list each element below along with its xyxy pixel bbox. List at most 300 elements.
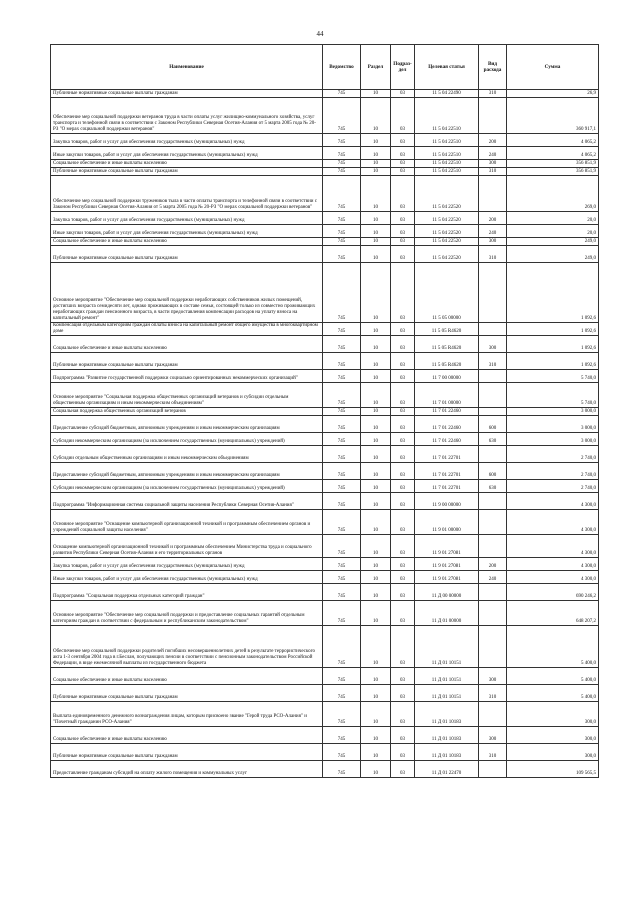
row-name: Публичные нормативные социальные выплаты гражданам: [51, 90, 323, 98]
row-summa: 300,0: [507, 744, 599, 761]
row-summa: 3 000,0: [507, 416, 599, 433]
row-summa: 356 851,9: [507, 160, 599, 168]
row-podrazdel: 03: [391, 558, 415, 571]
table-row: [51, 246, 599, 263]
row-vedomstvo: 745: [323, 626, 361, 668]
table-row: [51, 480, 599, 493]
row-summa: 2 740,0: [507, 446, 599, 463]
row-summa: 4 065,2: [507, 134, 599, 147]
row-vid: 240: [479, 225, 507, 238]
row-summa: 356 851,9: [507, 168, 599, 176]
row-podrazdel: 03: [391, 323, 415, 336]
row-summa: 26,9: [507, 90, 599, 98]
row-statya: 11 9 01 27081: [415, 558, 479, 571]
page-number: 44: [316, 30, 324, 38]
row-summa: 648 207,2: [507, 601, 599, 626]
row-vedomstvo: 745: [323, 90, 361, 98]
row-name: Оснащение компьютерной организационной техникой и программным обеспечением Министерства труда и социального развития Республики Северная Осетия-Алания и его территориальных органов: [51, 535, 323, 558]
table-row: [51, 433, 599, 446]
row-podrazdel: 03: [391, 90, 415, 98]
table-row: [51, 353, 599, 370]
row-statya: 11 7 01 22460: [415, 433, 479, 446]
row-statya: 11 Д 01 10183: [415, 702, 479, 727]
row-vid: [479, 761, 507, 778]
row-statya: 11 7 01 00000: [415, 383, 479, 408]
row-vedomstvo: 745: [323, 263, 361, 323]
row-name: Основное мероприятие "Социальная поддержка общественных организаций ветеранов и субсидии отдельным общественным организациям и иным некоммерческим объединениям": [51, 383, 323, 408]
budget-table: [50, 44, 599, 778]
table-row: [51, 571, 599, 584]
row-vedomstvo: 745: [323, 212, 361, 225]
row-vid: 600: [479, 463, 507, 480]
row-summa: 2 740,0: [507, 463, 599, 480]
row-name: Субсидии отдельным общественным организациям и иным некоммерческим объединениям: [51, 446, 323, 463]
row-podrazdel: 03: [391, 702, 415, 727]
row-summa: 690 246,2: [507, 584, 599, 601]
table-row: [51, 626, 599, 668]
row-podrazdel: 03: [391, 433, 415, 446]
row-summa: 300,0: [507, 702, 599, 727]
row-vedomstvo: 745: [323, 584, 361, 601]
table-row: [51, 685, 599, 702]
row-name: Основное мероприятие "Обеспечение мер социальной поддержки неработающих собственников жилых помещений, достигших возраста семидесяти лет, однако проживающих в составе семьи, состоящей только из совместно проживающих неработающих граждан пенсионного возраста, в части предоставления компенсации расходов на уплату взноса на капитальный ремонт": [51, 263, 323, 323]
row-vid: 240: [479, 147, 507, 160]
row-podrazdel: 03: [391, 160, 415, 168]
row-podrazdel: 03: [391, 493, 415, 510]
row-statya: 11 Д 01 00000: [415, 601, 479, 626]
row-vid: 310: [479, 90, 507, 98]
row-vid: 310: [479, 685, 507, 702]
table-row: [51, 510, 599, 535]
row-statya: 11 5 04 22510: [415, 134, 479, 147]
row-podrazdel: 03: [391, 212, 415, 225]
row-vid: [479, 408, 507, 416]
row-summa: 109 565,5: [507, 761, 599, 778]
row-summa: 249,0: [507, 246, 599, 263]
table-row: [51, 238, 599, 246]
row-razdel: 10: [361, 493, 391, 510]
row-summa: 4 300,0: [507, 535, 599, 558]
row-statya: 11 Д 01 10183: [415, 727, 479, 744]
row-podrazdel: 03: [391, 168, 415, 176]
row-vid: 630: [479, 480, 507, 493]
row-podrazdel: 03: [391, 571, 415, 584]
row-vedomstvo: 745: [323, 408, 361, 416]
row-statya: 11 5 05 R4620: [415, 323, 479, 336]
row-podrazdel: 03: [391, 416, 415, 433]
row-summa: 1 092,6: [507, 353, 599, 370]
row-podrazdel: 03: [391, 238, 415, 246]
row-statya: 11 Д 01 10151: [415, 685, 479, 702]
row-name: Подпрограмма "Развитие государственной поддержки социально ориентированных некоммерческих организаций": [51, 370, 323, 383]
row-razdel: 10: [361, 225, 391, 238]
header-podrazdel: Подраз-дел: [391, 45, 415, 90]
table-row: [51, 147, 599, 160]
row-podrazdel: 03: [391, 408, 415, 416]
row-statya: 11 5 04 22520: [415, 246, 479, 263]
row-statya: 11 7 01 22460: [415, 416, 479, 433]
row-razdel: 10: [361, 238, 391, 246]
row-vedomstvo: 745: [323, 571, 361, 584]
row-vid: [479, 702, 507, 727]
row-statya: 11 5 04 22510: [415, 160, 479, 168]
row-podrazdel: 03: [391, 510, 415, 535]
row-name: Предоставление гражданам субсидий на оплату жилого помещения и коммунальных услуг: [51, 761, 323, 778]
row-vedomstvo: 745: [323, 176, 361, 212]
header-summa: Сумма: [507, 45, 599, 90]
row-vedomstvo: 745: [323, 98, 361, 134]
row-name: Социальное обеспечение и иные выплаты населению: [51, 160, 323, 168]
row-statya: 11 5 04 22490: [415, 90, 479, 98]
row-name: Социальное обеспечение и иные выплаты населению: [51, 238, 323, 246]
row-summa: 5 400,0: [507, 685, 599, 702]
row-summa: 4 300,0: [507, 558, 599, 571]
row-vid: [479, 584, 507, 601]
row-vedomstvo: 745: [323, 323, 361, 336]
row-razdel: 10: [361, 383, 391, 408]
row-vedomstvo: 745: [323, 558, 361, 571]
row-statya: 11 5 04 22510: [415, 168, 479, 176]
row-name: Предоставление субсидий бюджетным, автономным учреждениям и иным некоммерческим организациям: [51, 416, 323, 433]
row-vid: 310: [479, 168, 507, 176]
row-name: Субсидии некоммерческим организациям (за исключением государственных (муниципальных) учреждений): [51, 480, 323, 493]
row-summa: 3 000,0: [507, 433, 599, 446]
row-podrazdel: 03: [391, 535, 415, 558]
row-summa: 20,0: [507, 212, 599, 225]
row-vedomstvo: 745: [323, 535, 361, 558]
row-name: Иные закупки товаров, работ и услуг для обеспечения государственных (муниципальных) нужд: [51, 225, 323, 238]
table-row: [51, 134, 599, 147]
row-podrazdel: 03: [391, 98, 415, 134]
row-podrazdel: 03: [391, 584, 415, 601]
row-vedomstvo: 745: [323, 761, 361, 778]
row-vid: 630: [479, 433, 507, 446]
row-razdel: 10: [361, 323, 391, 336]
row-name: Иные закупки товаров, работ и услуг для обеспечения государственных (муниципальных) нужд: [51, 571, 323, 584]
row-statya: 11 5 04 22510: [415, 147, 479, 160]
row-vid: [479, 446, 507, 463]
row-summa: 2 740,0: [507, 480, 599, 493]
row-vid: 310: [479, 744, 507, 761]
header-name: Наименование: [51, 45, 323, 90]
row-vedomstvo: 745: [323, 668, 361, 685]
row-statya: 11 5 04 22520: [415, 176, 479, 212]
row-statya: 11 5 05 00000: [415, 263, 479, 323]
row-podrazdel: 03: [391, 480, 415, 493]
row-vid: 300: [479, 727, 507, 744]
row-razdel: 10: [361, 601, 391, 626]
row-vedomstvo: 745: [323, 463, 361, 480]
row-vedomstvo: 745: [323, 727, 361, 744]
row-summa: 1 092,6: [507, 263, 599, 323]
table-row: [51, 160, 599, 168]
row-vid: [479, 626, 507, 668]
row-podrazdel: 03: [391, 353, 415, 370]
table-row: [51, 668, 599, 685]
table-row: [51, 383, 599, 408]
row-razdel: 10: [361, 134, 391, 147]
row-statya: 11 5 04 22520: [415, 238, 479, 246]
row-razdel: 10: [361, 263, 391, 323]
row-razdel: 10: [361, 571, 391, 584]
row-name: Социальное обеспечение и иные выплаты населению: [51, 336, 323, 353]
row-vedomstvo: 745: [323, 147, 361, 160]
table-row: [51, 493, 599, 510]
row-podrazdel: 03: [391, 685, 415, 702]
row-podrazdel: 03: [391, 601, 415, 626]
row-vid: [479, 370, 507, 383]
row-name: Социальное обеспечение и иные выплаты населению: [51, 727, 323, 744]
row-name: Выплата единовременного денежного вознаграждения лицам, которым присвоено звание "Герой труда РСО-Алания" и "Почетный гражданин РСО-Алания": [51, 702, 323, 727]
row-summa: 300,0: [507, 727, 599, 744]
header-statya: Целевая статья: [415, 45, 479, 90]
row-name: Публичные нормативные социальные выплаты гражданам: [51, 246, 323, 263]
row-vedomstvo: 745: [323, 246, 361, 263]
row-vid: [479, 535, 507, 558]
row-razdel: 10: [361, 416, 391, 433]
row-vedomstvo: 745: [323, 493, 361, 510]
row-vid: [479, 176, 507, 212]
table-row: [51, 744, 599, 761]
row-summa: 360 917,1: [507, 98, 599, 134]
row-vedomstvo: 745: [323, 685, 361, 702]
row-summa: 4 300,0: [507, 510, 599, 535]
row-name: Компенсация отдельным категориям граждан оплаты взноса на капитальный ремонт общего имущества в многоквартирном доме: [51, 323, 323, 336]
row-razdel: 10: [361, 408, 391, 416]
row-razdel: 10: [361, 90, 391, 98]
row-summa: 1 092,6: [507, 323, 599, 336]
row-razdel: 10: [361, 353, 391, 370]
row-vedomstvo: 745: [323, 134, 361, 147]
row-name: Основное мероприятие "Обеспечение мер социальной поддержки и предоставление социальных гарантий отдельным категориям граждан в соответствии с федеральным и республиканским законодательством": [51, 601, 323, 626]
row-summa: 269,0: [507, 176, 599, 212]
row-podrazdel: 03: [391, 383, 415, 408]
table-row: [51, 408, 599, 416]
row-vid: [479, 323, 507, 336]
row-vid: 300: [479, 668, 507, 685]
row-vid: [479, 601, 507, 626]
row-name: Основное мероприятие "Оснащение компьютерной организационной техникой и программным обеспечением органов и учреждений социальной защиты населения": [51, 510, 323, 535]
row-statya: 11 9 01 00000: [415, 510, 479, 535]
table-row: [51, 446, 599, 463]
row-statya: 11 5 05 R4620: [415, 353, 479, 370]
row-razdel: 10: [361, 558, 391, 571]
row-razdel: 10: [361, 147, 391, 160]
row-vedomstvo: 745: [323, 353, 361, 370]
table-row: [51, 225, 599, 238]
row-razdel: 10: [361, 168, 391, 176]
row-razdel: 10: [361, 98, 391, 134]
row-vedomstvo: 745: [323, 510, 361, 535]
row-vid: 300: [479, 160, 507, 168]
row-vedomstvo: 745: [323, 433, 361, 446]
row-vedomstvo: 745: [323, 225, 361, 238]
row-name: Обеспечение мер социальной поддержки тружеников тыла в части оплаты транспорта и телефонной связи в соответствии с Законом Республики Северная Осетия-Алания от 5 марта 2005 года № 20-РЗ "О мерах социальной поддержки ветеранов": [51, 176, 323, 212]
table-row: [51, 323, 599, 336]
row-statya: 11 7 01 22701: [415, 463, 479, 480]
row-statya: 11 Д 00 00000: [415, 584, 479, 601]
row-name: Закупка товаров, работ и услуг для обеспечения государственных (муниципальных) нужд: [51, 134, 323, 147]
row-vid: [479, 493, 507, 510]
row-vid: [479, 383, 507, 408]
row-podrazdel: 03: [391, 225, 415, 238]
table-row: [51, 558, 599, 571]
row-razdel: 10: [361, 246, 391, 263]
row-name: Иные закупки товаров, работ и услуг для обеспечения государственных (муниципальных) нужд: [51, 147, 323, 160]
row-summa: 4 300,0: [507, 493, 599, 510]
row-vedomstvo: 745: [323, 446, 361, 463]
row-razdel: 10: [361, 626, 391, 668]
row-vid: 200: [479, 134, 507, 147]
row-podrazdel: 03: [391, 446, 415, 463]
row-statya: 11 Д 01 10183: [415, 744, 479, 761]
table-row: [51, 168, 599, 176]
row-podrazdel: 03: [391, 147, 415, 160]
row-podrazdel: 03: [391, 727, 415, 744]
table-row: [51, 584, 599, 601]
row-name: Социальное обеспечение и иные выплаты населению: [51, 668, 323, 685]
row-razdel: 10: [361, 160, 391, 168]
table-row: [51, 176, 599, 212]
row-vid: 600: [479, 416, 507, 433]
row-razdel: 10: [361, 761, 391, 778]
row-summa: 5 740,0: [507, 383, 599, 408]
row-vid: 310: [479, 246, 507, 263]
row-vid: 200: [479, 212, 507, 225]
row-razdel: 10: [361, 433, 391, 446]
row-vedomstvo: 745: [323, 416, 361, 433]
row-summa: 5 400,0: [507, 668, 599, 685]
table-row: [51, 336, 599, 353]
row-razdel: 10: [361, 584, 391, 601]
row-statya: 11 7 00 00000: [415, 370, 479, 383]
row-statya: 11 5 04 22520: [415, 225, 479, 238]
row-podrazdel: 03: [391, 176, 415, 212]
row-summa: 20,0: [507, 225, 599, 238]
row-vid: 310: [479, 353, 507, 370]
row-name: Подпрограмма "Социальная поддержка отдельных категорий граждан": [51, 584, 323, 601]
row-statya: 11 Д 01 10151: [415, 626, 479, 668]
row-statya: 11 7 01 22701: [415, 446, 479, 463]
row-statya: 11 9 01 27081: [415, 535, 479, 558]
row-razdel: 10: [361, 212, 391, 225]
row-razdel: 10: [361, 446, 391, 463]
row-podrazdel: 03: [391, 744, 415, 761]
row-vid: [479, 263, 507, 323]
row-podrazdel: 03: [391, 370, 415, 383]
row-razdel: 10: [361, 727, 391, 744]
row-vedomstvo: 745: [323, 480, 361, 493]
row-vedomstvo: 745: [323, 370, 361, 383]
header-razdel: Раздел: [361, 45, 391, 90]
row-razdel: 10: [361, 685, 391, 702]
row-name: Публичные нормативные социальные выплаты гражданам: [51, 168, 323, 176]
row-summa: 249,0: [507, 238, 599, 246]
row-statya: 11 7 01 22701: [415, 480, 479, 493]
row-podrazdel: 03: [391, 336, 415, 353]
table-row: [51, 463, 599, 480]
row-vid: 300: [479, 336, 507, 353]
row-name: Закупка товаров, работ и услуг для обеспечения государственных (муниципальных) нужд: [51, 212, 323, 225]
row-vedomstvo: 745: [323, 160, 361, 168]
table-row: [51, 601, 599, 626]
row-summa: 3 000,0: [507, 408, 599, 416]
table-row: [51, 761, 599, 778]
table-row: [51, 90, 599, 98]
row-name: Предоставление субсидий бюджетным, автономным учреждениям и иным некоммерческим организациям: [51, 463, 323, 480]
row-razdel: 10: [361, 702, 391, 727]
row-podrazdel: 03: [391, 668, 415, 685]
row-vedomstvo: 745: [323, 336, 361, 353]
table-row: [51, 416, 599, 433]
row-vedomstvo: 745: [323, 744, 361, 761]
row-razdel: 10: [361, 510, 391, 535]
row-name: Обеспечение мер социальной поддержки родителей погибших несовершеннолетних детей в результате террористического акта 1-3 сентября 2004 года в г.Беслан, получающих пенсии в соответствии с пенсионным законодательством Российской Федерации, в виде ежемесячной выплаты из государственного бюджета: [51, 626, 323, 668]
row-razdel: 10: [361, 370, 391, 383]
header-vid: Вид расхода: [479, 45, 507, 90]
row-name: Обеспечение мер социальной поддержки ветеранов труда в части оплаты услуг жилищно-коммунального хозяйства, услуг транспорта и телефонной связи в соответствии с Законом Республики Северная Осетия-Алания от 5 марта 2005 года № 20-РЗ "О мерах социальной поддержки ветеранов": [51, 98, 323, 134]
row-podrazdel: 03: [391, 463, 415, 480]
row-statya: 11 9 01 27081: [415, 571, 479, 584]
table-header-row: [51, 45, 599, 90]
row-podrazdel: 03: [391, 761, 415, 778]
row-vedomstvo: 745: [323, 383, 361, 408]
table-row: [51, 535, 599, 558]
row-summa: 4 065,2: [507, 147, 599, 160]
row-name: Публичные нормативные социальные выплаты гражданам: [51, 744, 323, 761]
row-statya: 11 5 04 22520: [415, 212, 479, 225]
row-razdel: 10: [361, 176, 391, 212]
row-podrazdel: 03: [391, 263, 415, 323]
row-vid: 200: [479, 558, 507, 571]
row-name: Публичные нормативные социальные выплаты гражданам: [51, 353, 323, 370]
table-row: [51, 370, 599, 383]
row-name: Подпрограмма "Информационная система социальной защиты населения Республики Северная Осетия-Алания": [51, 493, 323, 510]
row-statya: 11 7 01 22460: [415, 408, 479, 416]
row-statya: 11 5 05 R4620: [415, 336, 479, 353]
row-statya: 11 Д 01 10151: [415, 668, 479, 685]
row-vid: [479, 98, 507, 134]
row-razdel: 10: [361, 463, 391, 480]
row-name: Закупка товаров, работ и услуг для обеспечения государственных (муниципальных) нужд: [51, 558, 323, 571]
row-razdel: 10: [361, 336, 391, 353]
row-podrazdel: 03: [391, 134, 415, 147]
row-razdel: 10: [361, 535, 391, 558]
row-vid: [479, 510, 507, 535]
row-statya: 11 9 00 00000: [415, 493, 479, 510]
row-razdel: 10: [361, 744, 391, 761]
row-vedomstvo: 745: [323, 168, 361, 176]
row-statya: 11 5 04 22510: [415, 98, 479, 134]
row-vedomstvo: 745: [323, 238, 361, 246]
row-vid: 240: [479, 571, 507, 584]
row-vedomstvo: 745: [323, 702, 361, 727]
table-row: [51, 212, 599, 225]
row-summa: 4 300,0: [507, 571, 599, 584]
row-statya: 11 Д 01 22470: [415, 761, 479, 778]
table-row: [51, 727, 599, 744]
row-summa: 5 400,0: [507, 626, 599, 668]
row-razdel: 10: [361, 480, 391, 493]
row-razdel: 10: [361, 668, 391, 685]
row-podrazdel: 03: [391, 246, 415, 263]
row-summa: 1 092,6: [507, 336, 599, 353]
row-podrazdel: 03: [391, 626, 415, 668]
row-name: Социальная поддержка общественных организаций ветеранов: [51, 408, 323, 416]
table-row: [51, 98, 599, 134]
row-summa: 5 740,0: [507, 370, 599, 383]
row-vid: 300: [479, 238, 507, 246]
